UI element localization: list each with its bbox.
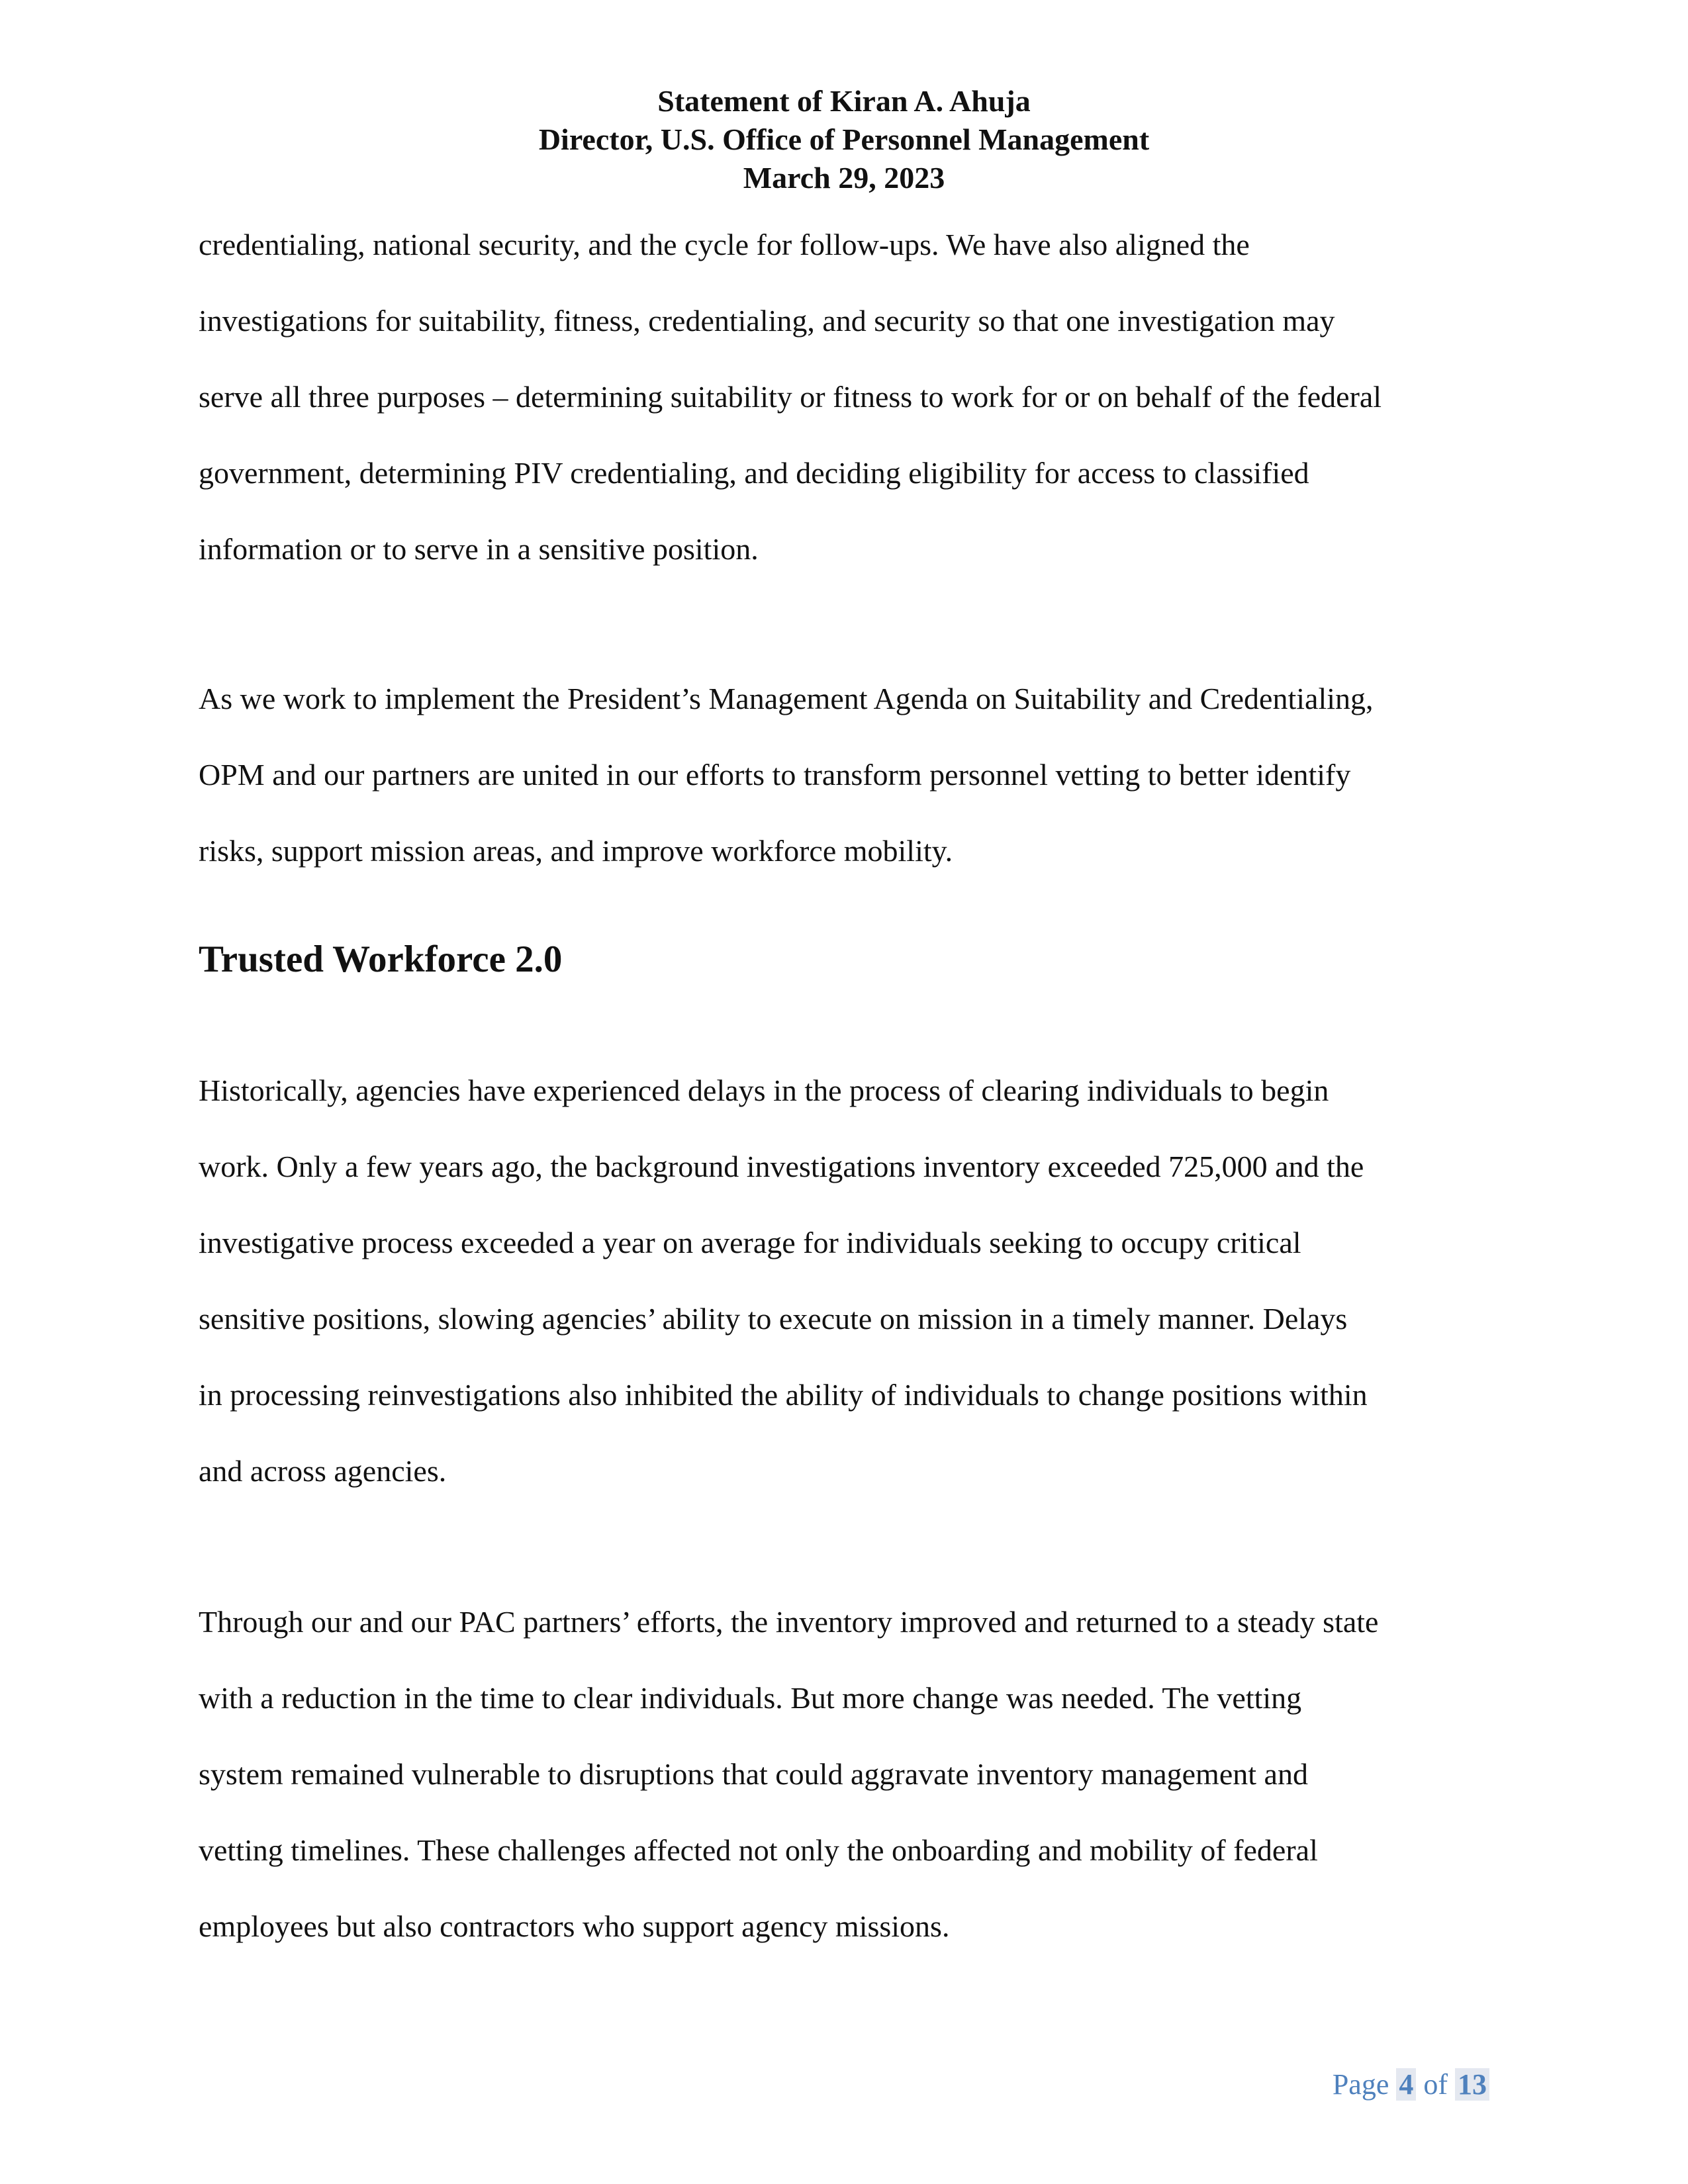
section-heading: Trusted Workforce 2.0 [199,938,563,980]
text-line: As we work to implement the President’s Management Agenda on Suitability and Credentialing, [199,682,1374,715]
paragraph-4 [199,1584,1496,1964]
total-pages: 13 [1455,2068,1489,2101]
text-line: risks, support mission areas, and improve workforce mobility. [199,834,953,868]
text-line: with a reduction in the time to clear individuals. But more change was needed. The vetting [199,1681,1302,1715]
text-line: investigations for suitability, fitness, credentialing, and security so that one investigation may [199,304,1335,338]
text-line: sensitive positions, slowing agencies’ ability to execute on mission in a timely manner. Delays [199,1302,1348,1336]
text-line: OPM and our partners are united in our efforts to transform personnel vetting to better identify [199,758,1351,792]
text-line: vetting timelines. These challenges affected not only the onboarding and mobility of federal [199,1833,1318,1867]
text-line: system remained vulnerable to disruptions that could aggravate inventory management and [199,1757,1308,1791]
page-footer [1333,2065,1489,2105]
paragraph-2 [199,660,1496,889]
text-line: government, determining PIV credentialing, and deciding eligibility for access to classified [199,456,1309,490]
text-line: serve all three purposes – determining suitability or fitness to work for or on behalf of the federal [199,380,1382,414]
text-line: work. Only a few years ago, the background investigations inventory exceeded 725,000 and the [199,1150,1364,1183]
document-header [0,82,1688,197]
paragraph-3 [199,1052,1496,1509]
text-line: employees but also contractors who support agency missions. [199,1909,950,1943]
header-title: Statement of Kiran A. Ahuja [657,84,1031,118]
text-line: credentialing, national security, and the cycle for follow-ups. We have also aligned the [199,228,1250,261]
header-date: March 29, 2023 [743,161,945,195]
text-line: Through our and our PAC partners’ efforts, the inventory improved and returned to a steady state [199,1605,1379,1639]
text-line: information or to serve in a sensitive position. [199,532,759,566]
text-line: Historically, agencies have experienced delays in the process of clearing individuals to begin [199,1073,1329,1107]
text-line: and across agencies. [199,1454,447,1488]
page-number: 4 [1396,2068,1416,2101]
of-label: of [1423,2068,1448,2101]
text-line: in processing reinvestigations also inhibited the ability of individuals to change positions within [199,1378,1368,1412]
paragraph-1 [199,206,1496,587]
text-line: investigative process exceeded a year on average for individuals seeking to occupy critical [199,1226,1301,1259]
header-position: Director, U.S. Office of Personnel Management [538,122,1150,156]
page-label: Page [1332,2068,1389,2101]
